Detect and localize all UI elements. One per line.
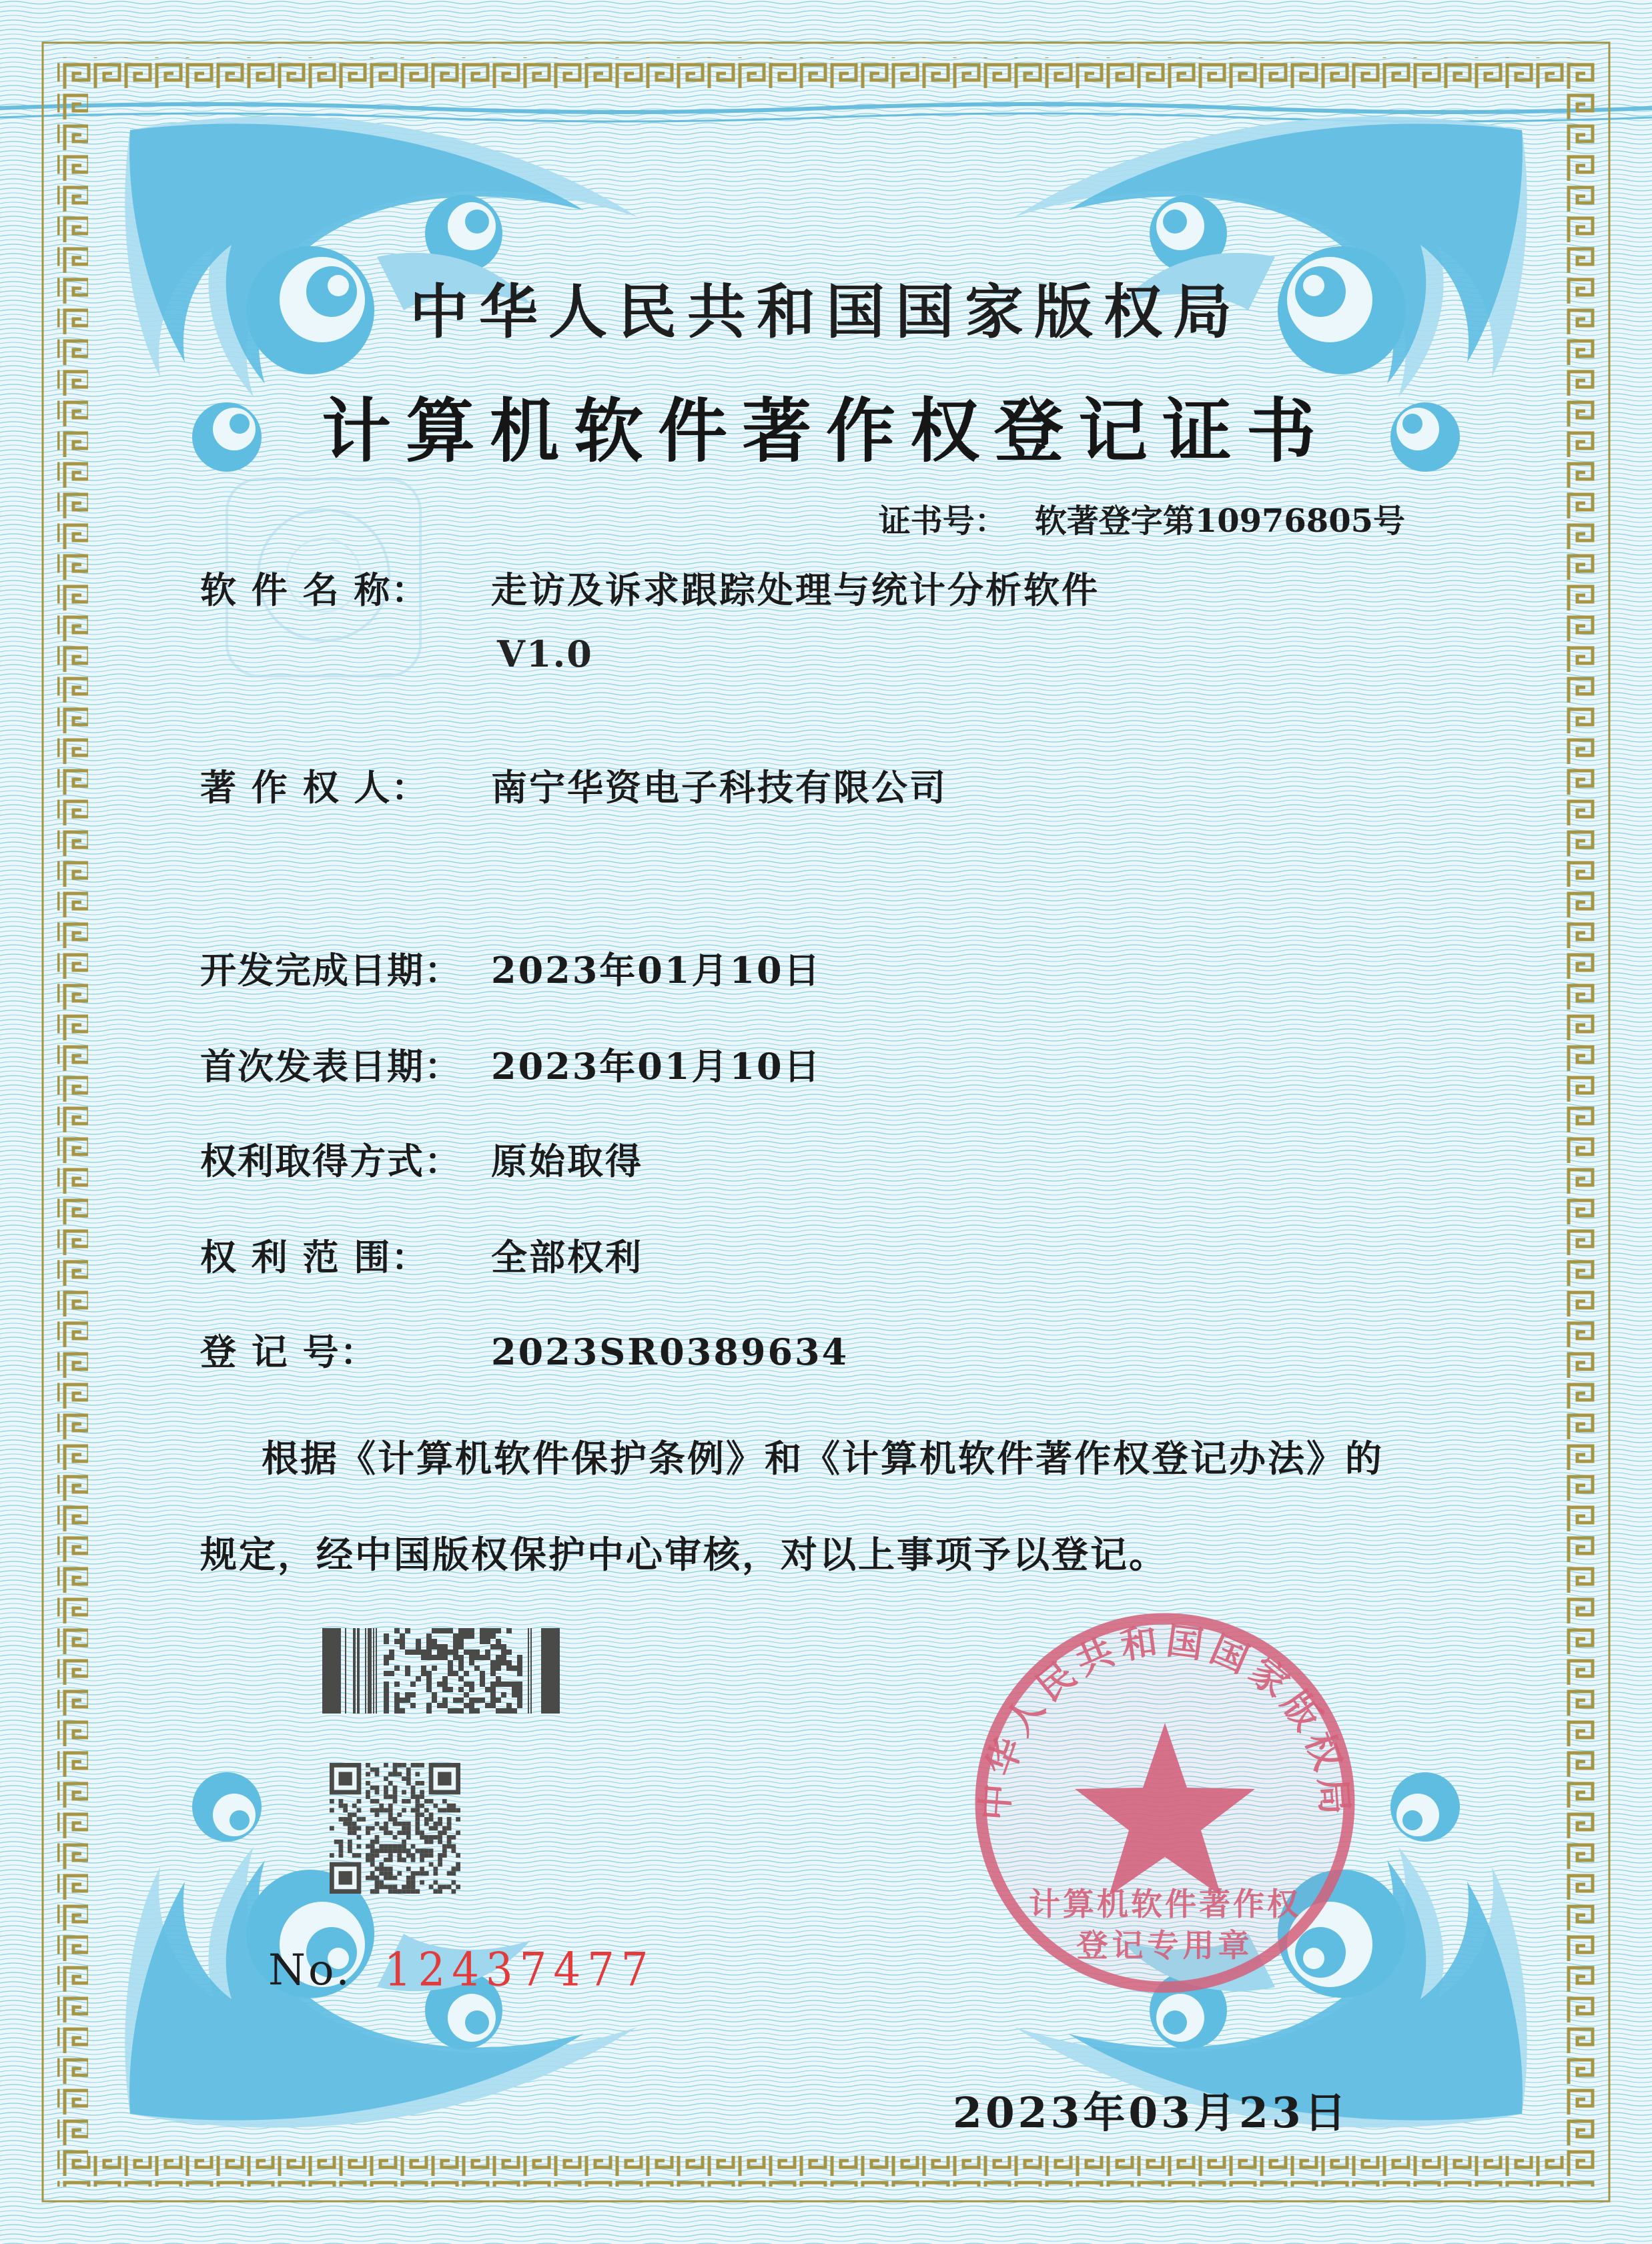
certificate-number-line xyxy=(879,495,1405,541)
first-publish-date-row xyxy=(200,1038,822,1090)
serial-number-label: No. xyxy=(268,1946,352,1995)
issuer-title: 中华人民共和国国家版权局 xyxy=(409,277,1242,346)
qr-code xyxy=(330,1763,460,1894)
dev-complete-date-value: 2023年01月10日 xyxy=(491,949,822,992)
rights-acquisition-label: 权利取得方式： xyxy=(200,1140,462,1182)
issue-date: 2023年03月23日 xyxy=(953,2088,1350,2137)
seal-ring-text: 中华人民共和国国家版权局 xyxy=(972,1618,1358,1822)
statement-line-2: 规定，经中国版权保护中心审核，对以上事项予以登记。 xyxy=(200,1533,1168,1576)
software-name-row xyxy=(200,562,1100,613)
certificate-number-value: 软著登字第10976805号 xyxy=(1034,502,1405,540)
official-seal xyxy=(958,1596,1372,2010)
first-publish-date-value: 2023年01月10日 xyxy=(491,1045,822,1088)
registration-number-value: 2023SR0389634 xyxy=(491,1331,849,1373)
barcode xyxy=(322,1628,560,1714)
rights-scope-label: 权 利 范 围： xyxy=(200,1236,429,1278)
rights-acquisition-row xyxy=(200,1133,643,1184)
serial-number-value: 12437477 xyxy=(384,1944,655,1997)
software-name-value: 走访及诉求跟踪处理与统计分析软件 xyxy=(491,569,1100,611)
seal-inner-text-1: 计算机软件著作权 xyxy=(1029,1886,1301,1923)
serial-number-line xyxy=(268,1946,655,1995)
software-version: V1.0 xyxy=(497,633,593,675)
seal-inner-text-2: 登记专用章 xyxy=(1076,1928,1254,1964)
first-publish-date-label: 首次发表日期： xyxy=(200,1045,462,1088)
rights-scope-value: 全部权利 xyxy=(491,1236,643,1278)
software-name-label: 软 件 名 称： xyxy=(200,569,429,611)
copyright-owner-label: 著 作 权 人： xyxy=(200,766,429,809)
statement-line-1: 根据《计算机软件保护条例》和《计算机软件著作权登记办法》的 xyxy=(262,1437,1384,1480)
dev-complete-date-row xyxy=(200,942,822,994)
rights-acquisition-value: 原始取得 xyxy=(491,1140,643,1182)
rights-scope-row xyxy=(200,1229,643,1280)
dev-complete-date-label: 开发完成日期： xyxy=(200,949,462,992)
certificate-title: 计算机软件著作权登记证书 xyxy=(321,390,1330,472)
certificate-number-label: 证书号： xyxy=(878,502,1007,540)
registration-number-label: 登 记 号： xyxy=(200,1331,378,1373)
registration-number-row xyxy=(200,1324,849,1375)
copyright-owner-value: 南宁华资电子科技有限公司 xyxy=(491,766,947,809)
copyright-owner-row xyxy=(200,759,947,811)
